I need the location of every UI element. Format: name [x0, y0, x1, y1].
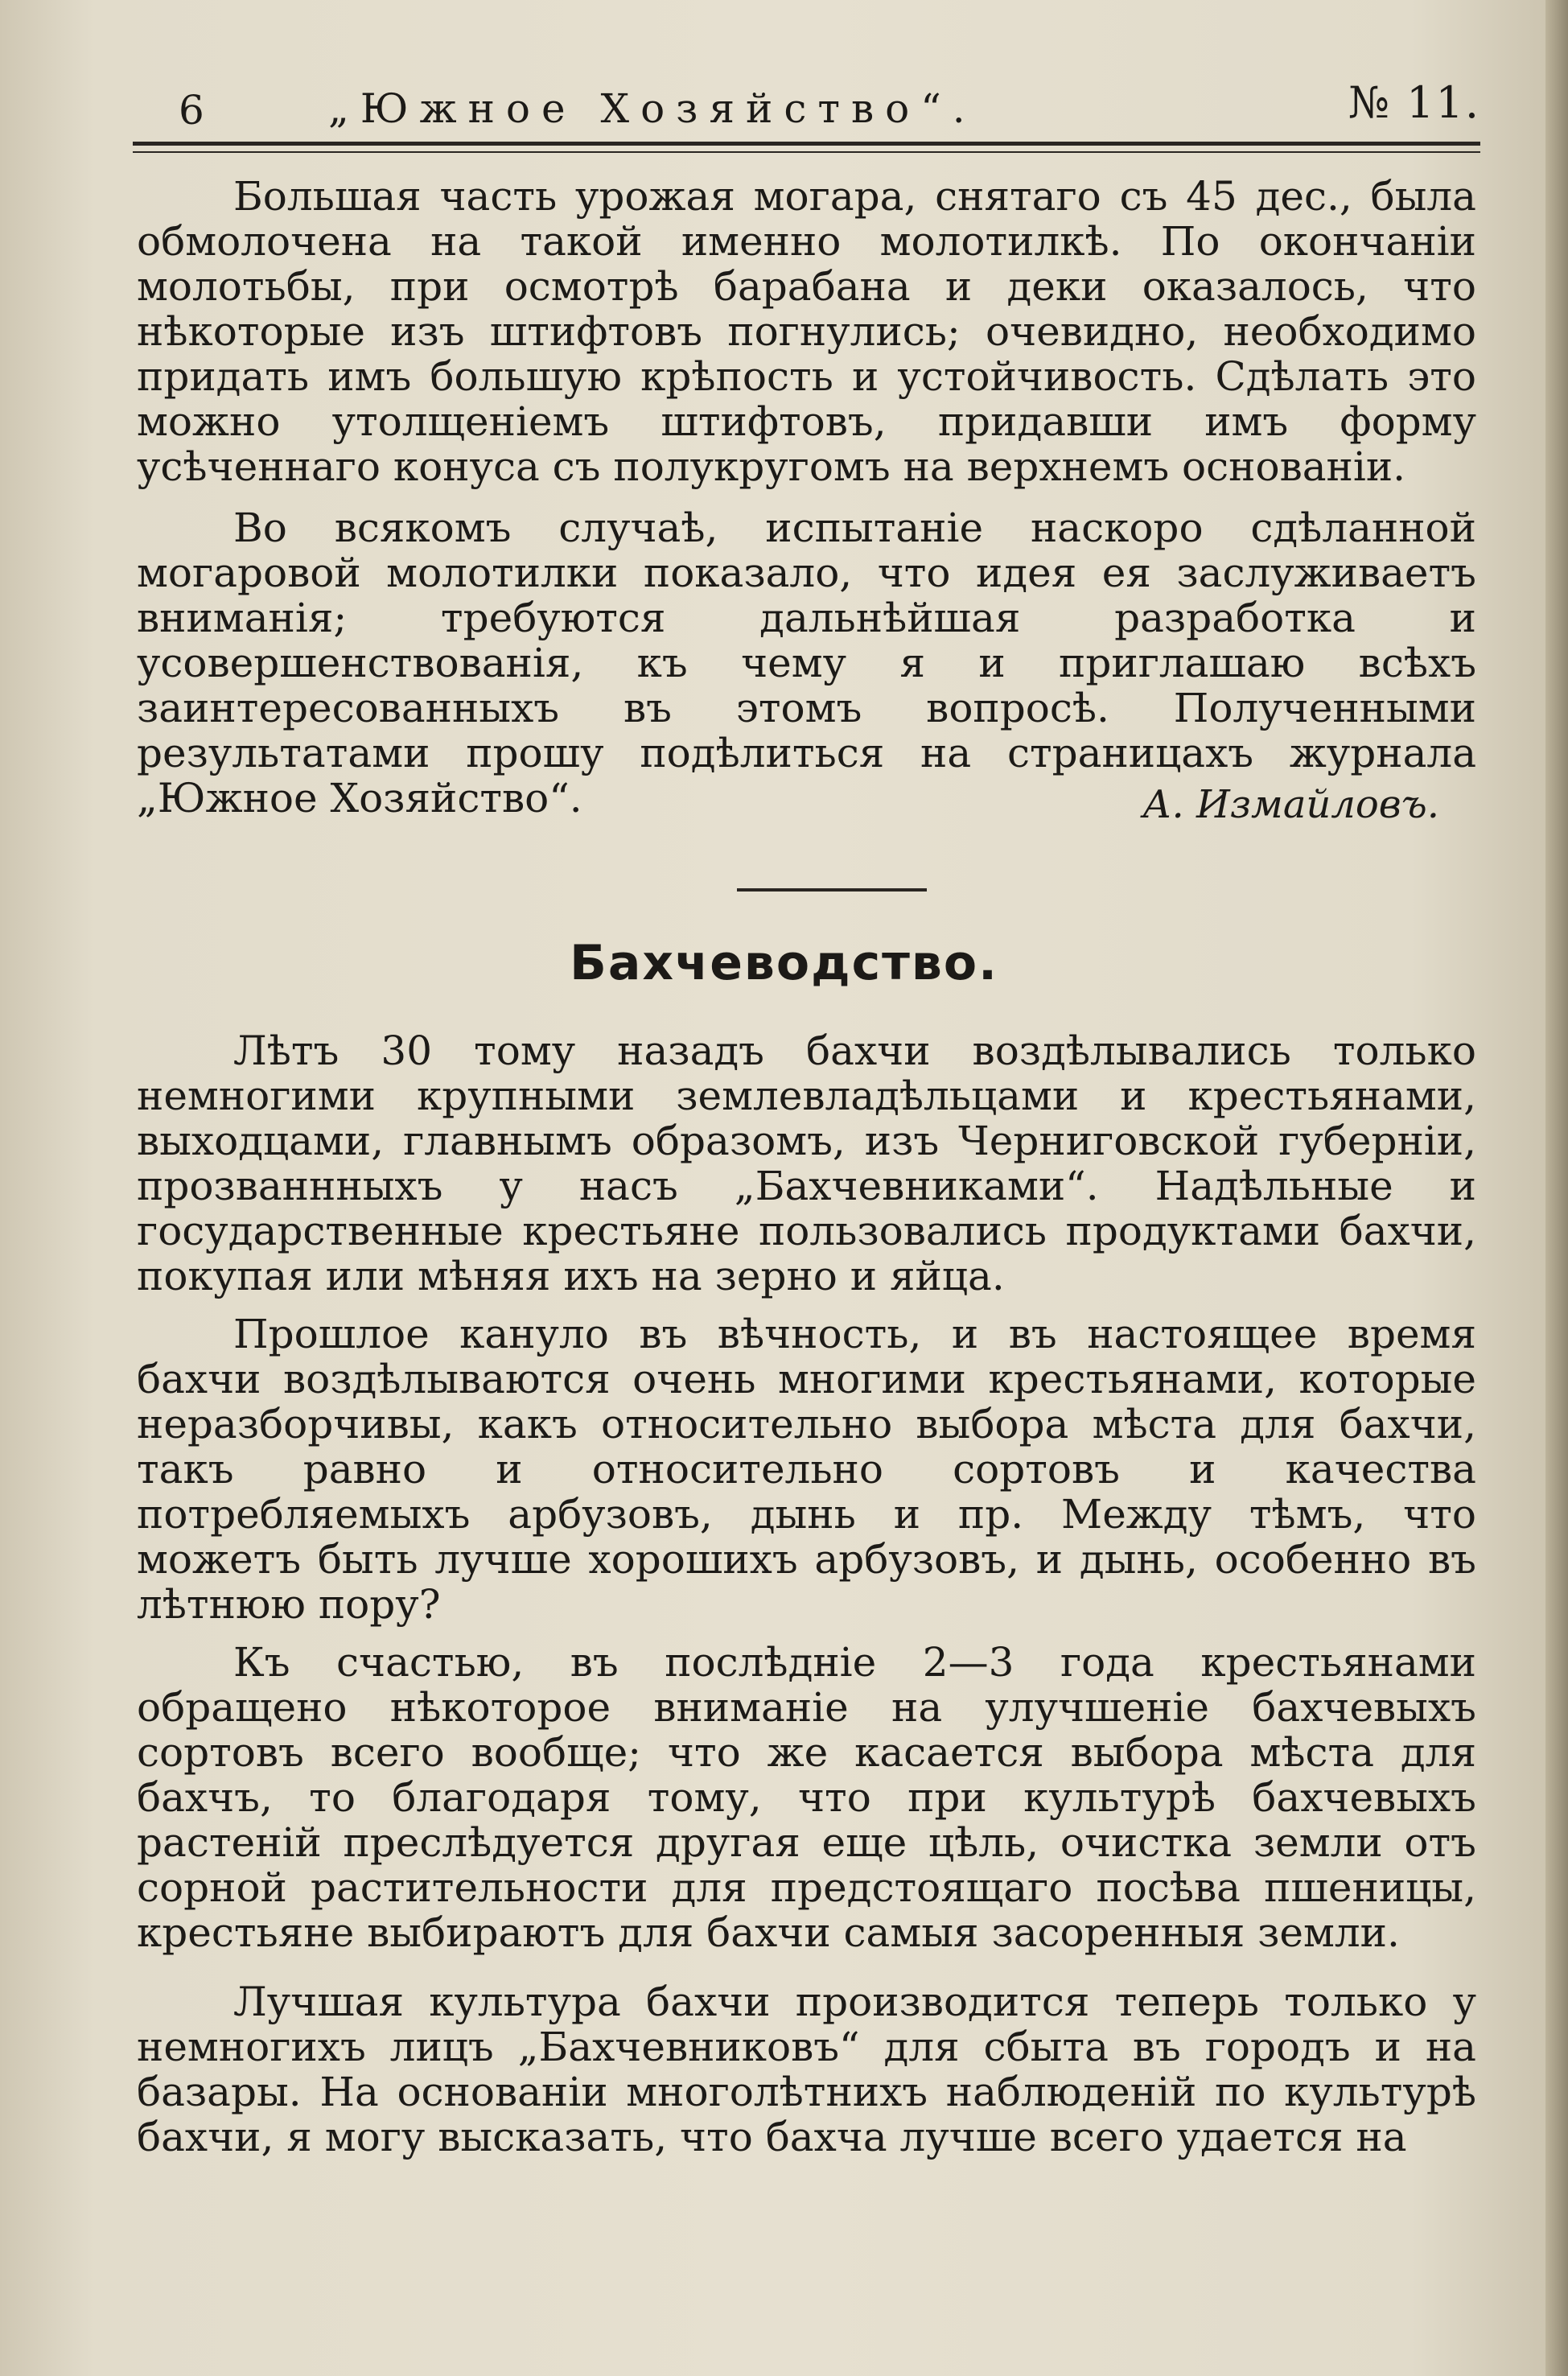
section-divider — [737, 888, 927, 892]
article2-paragraph-1: Лѣтъ 30 тому назадъ бахчи воздѣлывались только немногими крупными землевладѣльцами и крестьянами, выходцами, главнымъ образомъ, изъ Черниговской губерніи, прозваннныхъ у насъ „Бахчевниками“. Надѣльные и государственные крестьяне пользовались продуктами бахчи, покупая или мѣняя ихъ на зерно и яйца. — [137, 1027, 1476, 1299]
author-signature: А. Измайловъ. — [1142, 782, 1439, 827]
page-edge-shadow — [1545, 0, 1568, 2376]
article2-paragraph-2: Прошлое кануло въ вѣчность, и въ настоящее время бахчи воздѣлываются очень многими крестьянами, которые неразборчивы, какъ относительно выбора мѣста для бахчи, такъ равно и относительно сортовъ и качества потребляемыхъ арбузовъ, дынь и пр. Между тѣмъ, что можетъ быть лучше хорошихъ арбузовъ, и дынь, особенно въ лѣтнюю пору? — [137, 1311, 1476, 1628]
issue-number: № 11. — [1348, 77, 1480, 128]
journal-title: „Южное Хозяйство“. — [328, 85, 977, 132]
running-head — [129, 71, 1480, 135]
section-title: Бахчеводство. — [570, 935, 998, 991]
article2-paragraph-4: Лучшая культура бахчи производится теперь только у немногихъ лицъ „Бахчевниковъ“ для сбыта въ городъ и на базары. На основаніи многолѣтнихъ наблюденій по культурѣ бахчи, я могу высказать, что бахча лучше всего удается на — [137, 1979, 1476, 2160]
article1-paragraph-1: Большая часть урожая могара, снятаго съ 45 дес., была обмолочена на такой именно молотилкѣ. По окончаніи молотьбы, при осмотрѣ барабана и деки оказалось, что нѣкоторые изъ штифтовъ погнулись; очевидно, необходимо придать имъ большую крѣпость и устойчивость. Сдѣлать это можно утолщеніемъ штифтовъ, придавши имъ форму усѣченнаго конуса съ полукругомъ на верхнемъ основаніи. — [137, 173, 1476, 490]
article1-paragraph-2: Во всякомъ случаѣ, испытаніе наскоро сдѣланной могаровой молотилки показало, что идея ея заслуживаетъ вниманія; требуются дальнѣйшая разработка и усовершенствованія, къ чему я и приглашаю всѣхъ заинтересованныхъ въ этомъ вопросѣ. Полученными результатами прошу подѣлиться на страницахъ журнала „Южное Хозяйство“. — [137, 504, 1476, 822]
page-number: 6 — [179, 87, 204, 134]
article2-paragraph-3: Къ счастью, въ послѣдніе 2—3 года крестьянами обращено нѣкоторое вниманіе на улучшеніе бахчевыхъ сортовъ всего вообще; что же касается выбора мѣста для бахчъ, то благодаря тому, что при культурѣ бахчевыхъ растеній преслѣдуется другая еще цѣль, очистка земли отъ сорной растительности для предстоящаго посѣва пшеницы, крестьяне выбираютъ для бахчи самыя засоренныя земли. — [137, 1639, 1476, 1956]
header-rule-thick — [133, 142, 1480, 146]
header-rule-thin — [133, 151, 1480, 153]
